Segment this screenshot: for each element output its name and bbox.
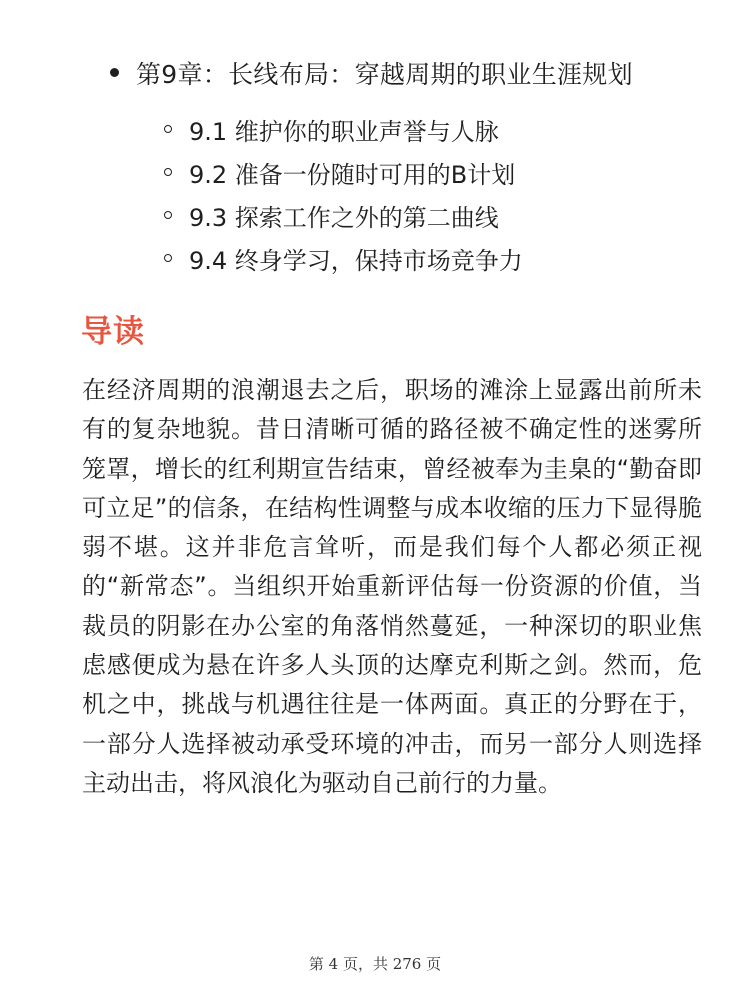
toc-section-item <box>164 240 523 276</box>
filled-bullet-icon <box>110 68 119 77</box>
hollow-bullet-icon <box>164 254 172 262</box>
hollow-bullet-icon <box>164 211 172 219</box>
toc-chapter-item <box>110 53 633 93</box>
toc-section-title: 9.3 探索工作之外的第二曲线 <box>189 203 499 232</box>
toc-section-item <box>164 197 499 233</box>
page-number: 第 4 页，共 276 页 <box>308 955 442 973</box>
hollow-bullet-icon <box>164 125 172 133</box>
toc-section-title: 9.2 准备一份随时可用的B计划 <box>189 160 516 189</box>
toc-chapter-title: 第9章：长线布局：穿越周期的职业生涯规划 <box>136 60 633 89</box>
hollow-bullet-icon <box>164 168 172 176</box>
intro-paragraph: 在经济周期的浪潮退去之后，职场的滩涂上显露出前所未有的复杂地貌。昔日清晰可循的路径被不确定性的迷雾所笼罩，增长的红利期宣告结束，曾经被奉为圭臬的“勤奋即可立足”的信条，在结构性调整与成本收缩的压力下显得脆弱不堪。这并非危言耸听，而是我们每个人都必须正视的“新常态”。当组织开始重新评估每一份资源的价值，当裁员的阴影在办公室的角落悄然蔓延，一种深切的职业焦虑感便成为悬在许多人头顶的达摩克利斯之剑。然而，危机之中，挑战与机遇往往是一体两面。真正的分野在于，一部分人选择被动承受环境的冲击，而另一部分人则选择主动出击，将风浪化为驱动自己前行的力量。 <box>82 376 702 797</box>
toc-section-title: 9.1 维护你的职业声誉与人脉 <box>189 117 499 146</box>
toc-section-item <box>164 111 499 147</box>
toc-section-title: 9.4 终身学习，保持市场竞争力 <box>189 246 523 275</box>
section-heading: 导读 <box>81 314 145 350</box>
toc-section-item <box>164 154 515 190</box>
